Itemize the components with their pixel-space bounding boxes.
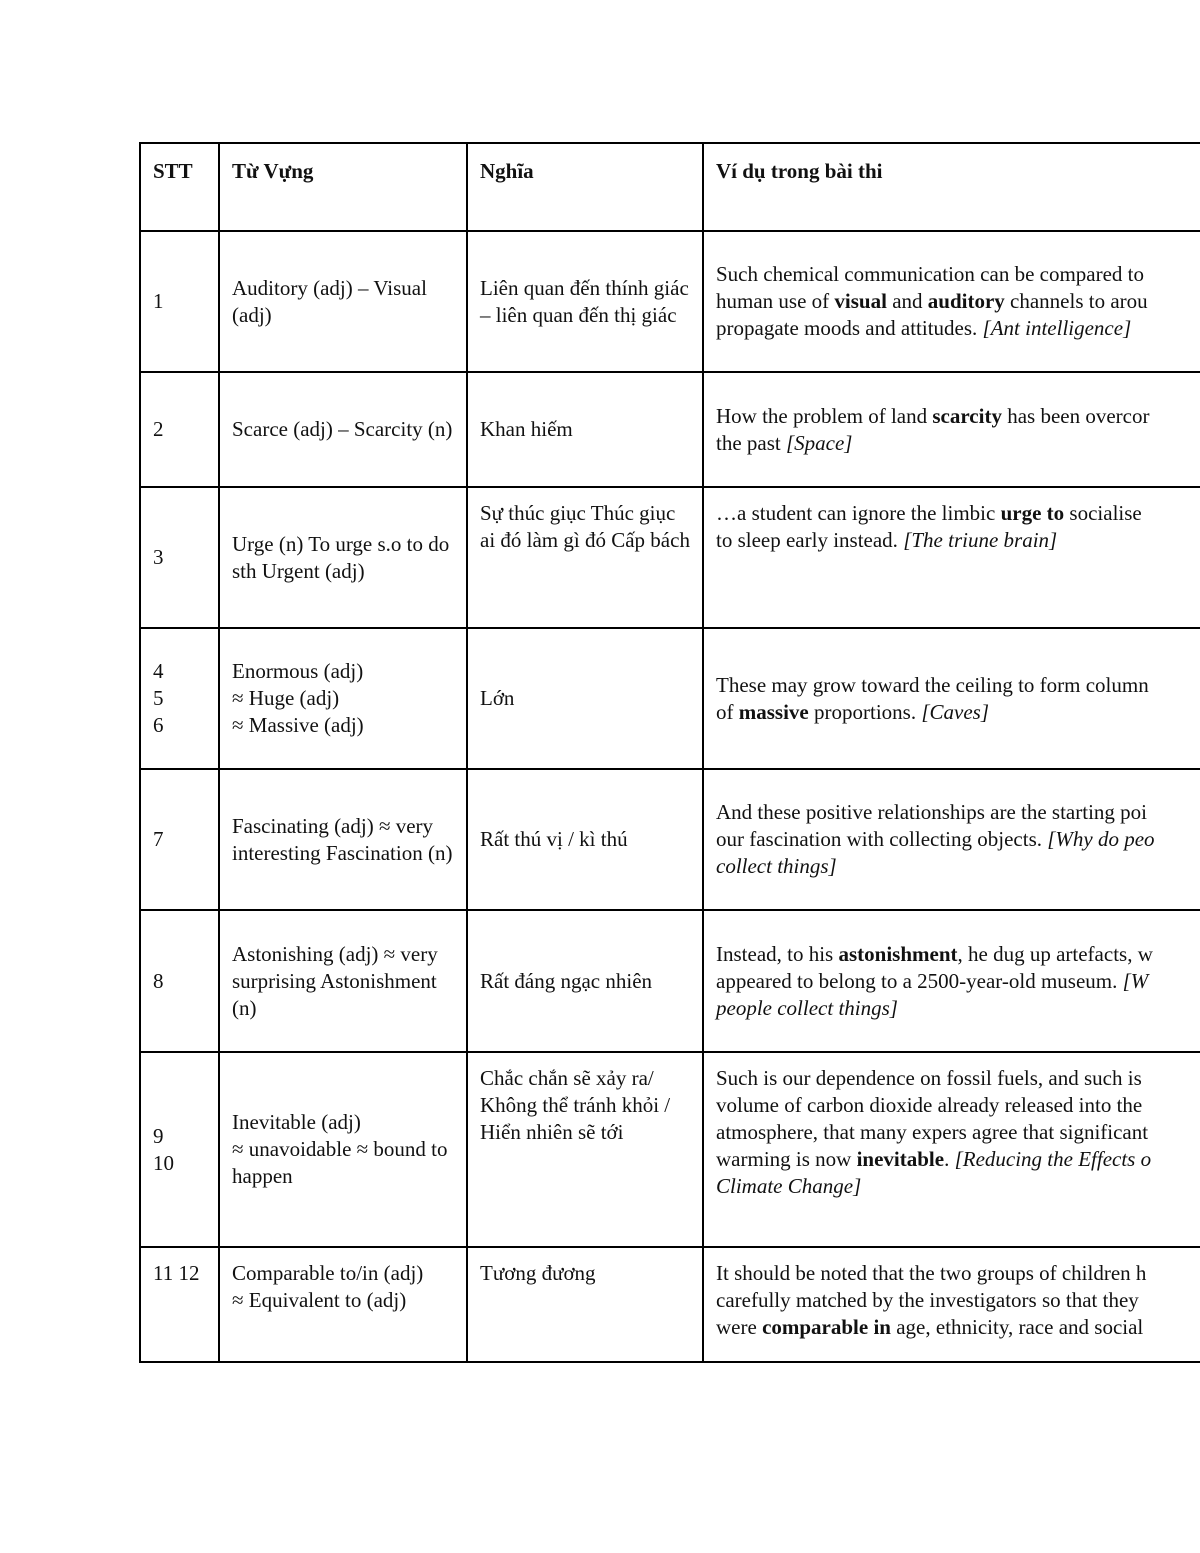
example-line bbox=[716, 1119, 1197, 1146]
example-line bbox=[716, 1146, 1197, 1173]
cell-example bbox=[703, 1247, 1200, 1362]
cell-stt-text: 9 bbox=[153, 1123, 164, 1148]
example-line bbox=[716, 500, 1197, 527]
example-line bbox=[716, 853, 1197, 880]
cell-meaning-text: Chắc chắn sẽ xảy ra/ Không thể tránh khỏi / Hiển nhiên sẽ tới bbox=[480, 1066, 671, 1144]
cell-stt-text: 4 bbox=[153, 659, 164, 683]
example-line bbox=[716, 1173, 1197, 1200]
example-text: of bbox=[716, 699, 739, 724]
cell-example bbox=[703, 487, 1200, 628]
source-citation: Climate Change] bbox=[716, 1174, 862, 1198]
header-stt bbox=[140, 143, 219, 231]
cell-stt bbox=[140, 628, 219, 769]
example-line bbox=[716, 799, 1197, 826]
example-text: has been overcor bbox=[1001, 403, 1150, 428]
example-line bbox=[716, 826, 1197, 853]
cell-word-text: Scarce (adj) – Scarcity (n) bbox=[232, 417, 453, 441]
example-line bbox=[716, 941, 1197, 968]
header-word-label: Từ Vựng bbox=[232, 159, 314, 183]
cell-meaning-text: Tương đương bbox=[480, 1261, 596, 1285]
example-text: warming is now bbox=[716, 1147, 857, 1171]
example-line bbox=[716, 1287, 1197, 1314]
example-text: These may grow toward the ceiling to form column bbox=[716, 672, 1149, 697]
cell-stt-text: 6 bbox=[153, 713, 164, 737]
header-word bbox=[219, 143, 467, 231]
header-stt-label: STT bbox=[153, 159, 193, 183]
cell-word-text: ≈ unavoidable ≈ bound to happen bbox=[232, 1137, 448, 1188]
example-text: the past bbox=[716, 430, 786, 455]
vocabulary-table-body bbox=[140, 143, 1200, 1362]
cell-meaning-text: Rất thú vị / kì thú bbox=[480, 827, 628, 851]
cell-meaning bbox=[467, 231, 703, 372]
cell-word bbox=[219, 231, 467, 372]
table-row bbox=[140, 372, 1200, 487]
vocab-highlight: auditory bbox=[927, 289, 1005, 313]
table-row bbox=[140, 628, 1200, 769]
cell-word-text: Auditory (adj) – Visual (adj) bbox=[232, 275, 427, 327]
cell-stt bbox=[140, 910, 219, 1052]
cell-meaning bbox=[467, 1247, 703, 1362]
vocab-highlight: inevitable bbox=[856, 1147, 945, 1171]
table-row bbox=[140, 1247, 1200, 1362]
cell-word bbox=[219, 372, 467, 487]
example-text: socialise bbox=[1064, 501, 1142, 525]
example-text: , he dug up artefacts, w bbox=[957, 941, 1153, 966]
source-citation: [Ant intelligence] bbox=[982, 316, 1132, 340]
example-line bbox=[716, 315, 1197, 342]
table-header-row bbox=[140, 143, 1200, 231]
cell-example bbox=[703, 628, 1200, 769]
header-meaning bbox=[467, 143, 703, 231]
example-text: age, ethnicity, race and social bbox=[890, 1315, 1144, 1339]
cell-word bbox=[219, 1247, 467, 1362]
example-text: carefully matched by the investigators so that they bbox=[716, 1288, 1139, 1312]
example-text: It should be noted that the two groups of children h bbox=[716, 1261, 1147, 1285]
example-line bbox=[716, 1092, 1197, 1119]
example-line bbox=[716, 1260, 1197, 1287]
example-text: were bbox=[716, 1315, 763, 1339]
cell-stt bbox=[140, 487, 219, 628]
vocab-highlight: scarcity bbox=[932, 403, 1002, 428]
cell-meaning bbox=[467, 487, 703, 628]
cell-meaning-text: Sự thúc giục Thúc giục ai đó làm gì đó Cấp bách bbox=[480, 501, 690, 552]
table-row bbox=[140, 1052, 1200, 1247]
table-row bbox=[140, 487, 1200, 628]
example-line bbox=[716, 527, 1197, 554]
cell-word-text: Urge (n) To urge s.o to do sth Urgent (adj) bbox=[232, 531, 450, 583]
source-citation: [Space] bbox=[785, 430, 853, 455]
example-text: proportions. bbox=[808, 699, 922, 724]
example-text: propagate moods and attitudes. bbox=[716, 316, 983, 340]
example-line bbox=[716, 995, 1197, 1022]
header-example bbox=[703, 143, 1200, 231]
vocab-highlight: massive bbox=[738, 699, 809, 724]
example-text: volume of carbon dioxide already released into the bbox=[716, 1093, 1143, 1117]
cell-word bbox=[219, 910, 467, 1052]
cell-meaning bbox=[467, 628, 703, 769]
example-text: and bbox=[886, 289, 928, 313]
example-text: …a student can ignore the limbic bbox=[716, 501, 1001, 525]
cell-word-text: ≈ Massive (adj) bbox=[232, 713, 364, 737]
source-citation: [Reducing the Effects o bbox=[954, 1147, 1152, 1171]
source-citation: collect things] bbox=[716, 854, 837, 878]
example-line bbox=[716, 1065, 1197, 1092]
vocab-highlight: astonishment bbox=[838, 941, 958, 966]
example-text: . bbox=[944, 1147, 955, 1171]
example-text: How the problem of land bbox=[716, 403, 933, 428]
example-text: atmosphere, that many expers agree that significant bbox=[716, 1120, 1149, 1144]
source-citation: [The triune brain] bbox=[903, 528, 1058, 552]
cell-word-text: Enormous (adj) bbox=[232, 659, 364, 683]
header-example-label: Ví dụ trong bài thi bbox=[716, 159, 883, 183]
cell-meaning-text: Liên quan đến thính giác – liên quan đến thị giác bbox=[480, 275, 689, 327]
table-row bbox=[140, 769, 1200, 910]
example-line bbox=[716, 261, 1197, 288]
cell-word-text: Astonishing (adj) ≈ very surprising Astonishment (n) bbox=[232, 941, 438, 1020]
vocab-highlight: comparable in bbox=[762, 1315, 891, 1339]
cell-example bbox=[703, 1052, 1200, 1247]
example-line bbox=[716, 430, 1197, 457]
cell-stt-text: 5 bbox=[153, 686, 164, 710]
example-line bbox=[716, 1314, 1197, 1341]
example-line bbox=[716, 699, 1197, 726]
source-citation: [Why do peo bbox=[1047, 827, 1155, 851]
cell-word-text: ≈ Equivalent to (adj) bbox=[232, 1288, 407, 1312]
source-citation: [Caves] bbox=[921, 699, 989, 724]
example-text: And these positive relationships are the starting poi bbox=[716, 800, 1147, 824]
cell-meaning-text: Lớn bbox=[480, 686, 515, 710]
cell-word-text: ≈ Huge (adj) bbox=[232, 686, 340, 710]
cell-example bbox=[703, 231, 1200, 372]
cell-stt-text: 7 bbox=[153, 827, 164, 851]
cell-meaning-text: Rất đáng ngạc nhiên bbox=[480, 968, 653, 993]
example-text: appeared to belong to a 2500-year-old museum. bbox=[716, 968, 1123, 993]
cell-stt-text: 3 bbox=[153, 545, 164, 569]
cell-meaning bbox=[467, 372, 703, 487]
example-line bbox=[716, 672, 1197, 699]
cell-meaning bbox=[467, 1052, 703, 1247]
cell-stt bbox=[140, 769, 219, 910]
vocab-highlight: visual bbox=[834, 289, 887, 313]
cell-meaning bbox=[467, 910, 703, 1052]
cell-stt-text: 11 12 bbox=[153, 1261, 200, 1285]
cell-word bbox=[219, 769, 467, 910]
example-text: Such chemical communication can be compared to bbox=[716, 262, 1145, 286]
cell-stt-text: 1 bbox=[153, 289, 164, 313]
cell-example bbox=[703, 372, 1200, 487]
example-text: to sleep early instead. bbox=[716, 528, 904, 552]
example-line bbox=[716, 403, 1197, 430]
cell-stt-text: 2 bbox=[153, 417, 164, 441]
header-meaning-label: Nghĩa bbox=[480, 159, 534, 183]
cell-stt-text: 8 bbox=[153, 968, 164, 993]
cell-stt bbox=[140, 1052, 219, 1247]
cell-stt bbox=[140, 372, 219, 487]
example-text: Such is our dependence on fossil fuels, and such is bbox=[716, 1066, 1142, 1090]
cell-example bbox=[703, 769, 1200, 910]
cell-word bbox=[219, 487, 467, 628]
cell-word-text: Inevitable (adj) bbox=[232, 1110, 361, 1134]
example-text: human use of bbox=[716, 289, 835, 313]
example-text: channels to arou bbox=[1004, 289, 1148, 313]
example-line bbox=[716, 288, 1197, 315]
example-line bbox=[716, 968, 1197, 995]
cell-word bbox=[219, 1052, 467, 1247]
cell-stt bbox=[140, 1247, 219, 1362]
table-row bbox=[140, 910, 1200, 1052]
vocab-highlight: urge to bbox=[1000, 501, 1065, 525]
cell-word bbox=[219, 628, 467, 769]
cell-stt-text: 10 bbox=[153, 1150, 174, 1175]
source-citation: people collect things] bbox=[716, 995, 898, 1020]
cell-meaning bbox=[467, 769, 703, 910]
cell-meaning-text: Khan hiếm bbox=[480, 417, 573, 441]
cell-example bbox=[703, 910, 1200, 1052]
cell-word-text: Fascinating (adj) ≈ very interesting Fascination (n) bbox=[232, 813, 453, 865]
example-text: our fascination with collecting objects. bbox=[716, 827, 1048, 851]
vocabulary-table bbox=[139, 142, 1200, 1363]
cell-word-text: Comparable to/in (adj) bbox=[232, 1261, 424, 1285]
table-row bbox=[140, 231, 1200, 372]
source-citation: [W bbox=[1122, 968, 1149, 993]
example-text: Instead, to his bbox=[716, 941, 839, 966]
cell-stt bbox=[140, 231, 219, 372]
